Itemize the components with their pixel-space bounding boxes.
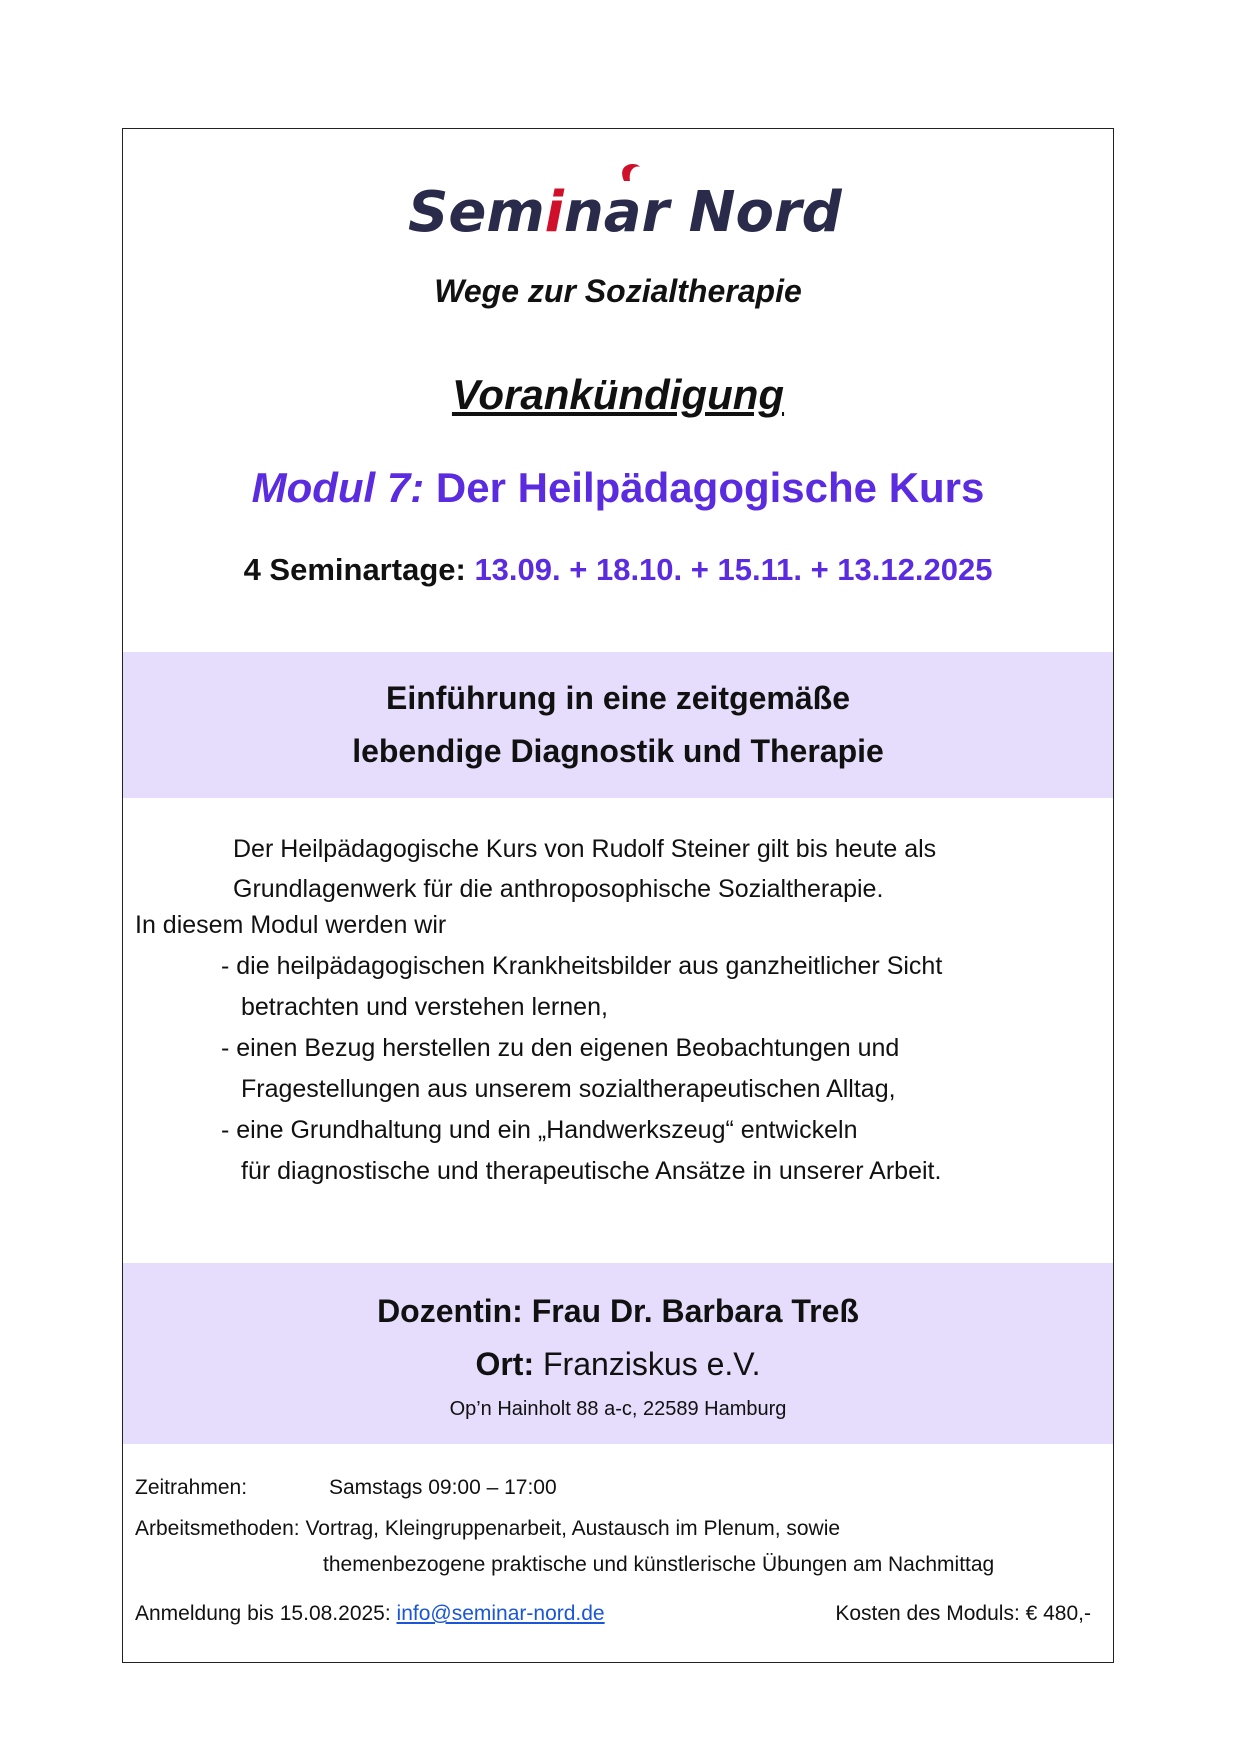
announcement-heading: Vorankündigung [451, 371, 785, 418]
list-item: - die heilpädagogischen Krankheitsbilder aus ganzheitlicher Sicht [221, 952, 943, 980]
info-band [123, 1263, 1113, 1444]
email-link[interactable]: info@seminar-nord.de [396, 1602, 605, 1625]
address: Op’n Hainholt 88 a-c, 22589 Hamburg [449, 1398, 787, 1420]
content-lead: In diesem Modul werden wir [135, 911, 447, 939]
time-frame-row [135, 1476, 557, 1500]
list-item-cont: für diagnostische und therapeutische Ansätze in unserer Arbeit. [241, 1157, 942, 1185]
list-item-cont: Fragestellungen aus unserem sozialtherapeutischen Alltag, [241, 1075, 896, 1103]
highlight-line-2: lebendige Diagnostik und Therapie [352, 733, 884, 769]
seminar-dates [123, 552, 1113, 588]
subtitle: Wege zur Sozialtherapie [434, 273, 802, 309]
dates-label: 4 Seminartage: [243, 552, 466, 587]
module-number: Modul 7: [251, 464, 425, 511]
module-title [123, 464, 1113, 512]
module-name: Der Heilpädagogische Kurs [424, 464, 985, 511]
logo-swoosh-icon [622, 164, 640, 181]
time-label: Zeitrahmen: [135, 1476, 248, 1499]
logo [123, 159, 1113, 254]
time-value: Samstags 09:00 – 17:00 [329, 1476, 557, 1499]
methods-label: Arbeitsmethoden: [135, 1517, 300, 1540]
intro-paragraph [233, 829, 936, 909]
cost: Kosten des Moduls: € 480,- [835, 1602, 1091, 1625]
flyer-frame [122, 128, 1114, 1663]
module-content [135, 905, 942, 1192]
list-item-cont: betrachten und verstehen lernen, [241, 993, 608, 1021]
intro-line-1: Der Heilpädagogische Kurs von Rudolf Steiner gilt bis heute als [233, 835, 937, 863]
intro-line-2: Grundlagenwerk für die anthroposophische Sozialtherapie. [233, 875, 884, 903]
list-item: - eine Grundhaltung und ein „Handwerkszeug“ entwickeln [221, 1116, 858, 1144]
location [123, 1337, 1113, 1391]
lecturer: Dozentin: Frau Dr. Barbara Treß [377, 1293, 859, 1329]
location-value: Franziskus e.V. [534, 1346, 761, 1382]
methods-line-1: Vortrag, Kleingruppenarbeit, Austausch im Plenum, sowie [299, 1517, 841, 1540]
registration-row [135, 1602, 605, 1626]
registration-label: Anmeldung bis 15.08.2025: [135, 1602, 397, 1625]
seminar-nord-logo [388, 159, 848, 249]
dates-values: 13.09. + 18.10. + 15.11. + 13.12.2025 [465, 552, 993, 587]
location-label: Ort: [475, 1346, 535, 1382]
logo-text: Seminar Nord [408, 180, 842, 245]
methods-row [135, 1511, 994, 1583]
list-item: - einen Bezug herstellen zu den eigenen Beobachtungen und [221, 1034, 900, 1062]
highlight-line-1: Einführung in eine zeitgemäße [385, 680, 851, 716]
methods-line-2: themenbezogene praktische und künstlerische Übungen am Nachmittag [323, 1553, 995, 1576]
highlight-band [123, 652, 1113, 798]
